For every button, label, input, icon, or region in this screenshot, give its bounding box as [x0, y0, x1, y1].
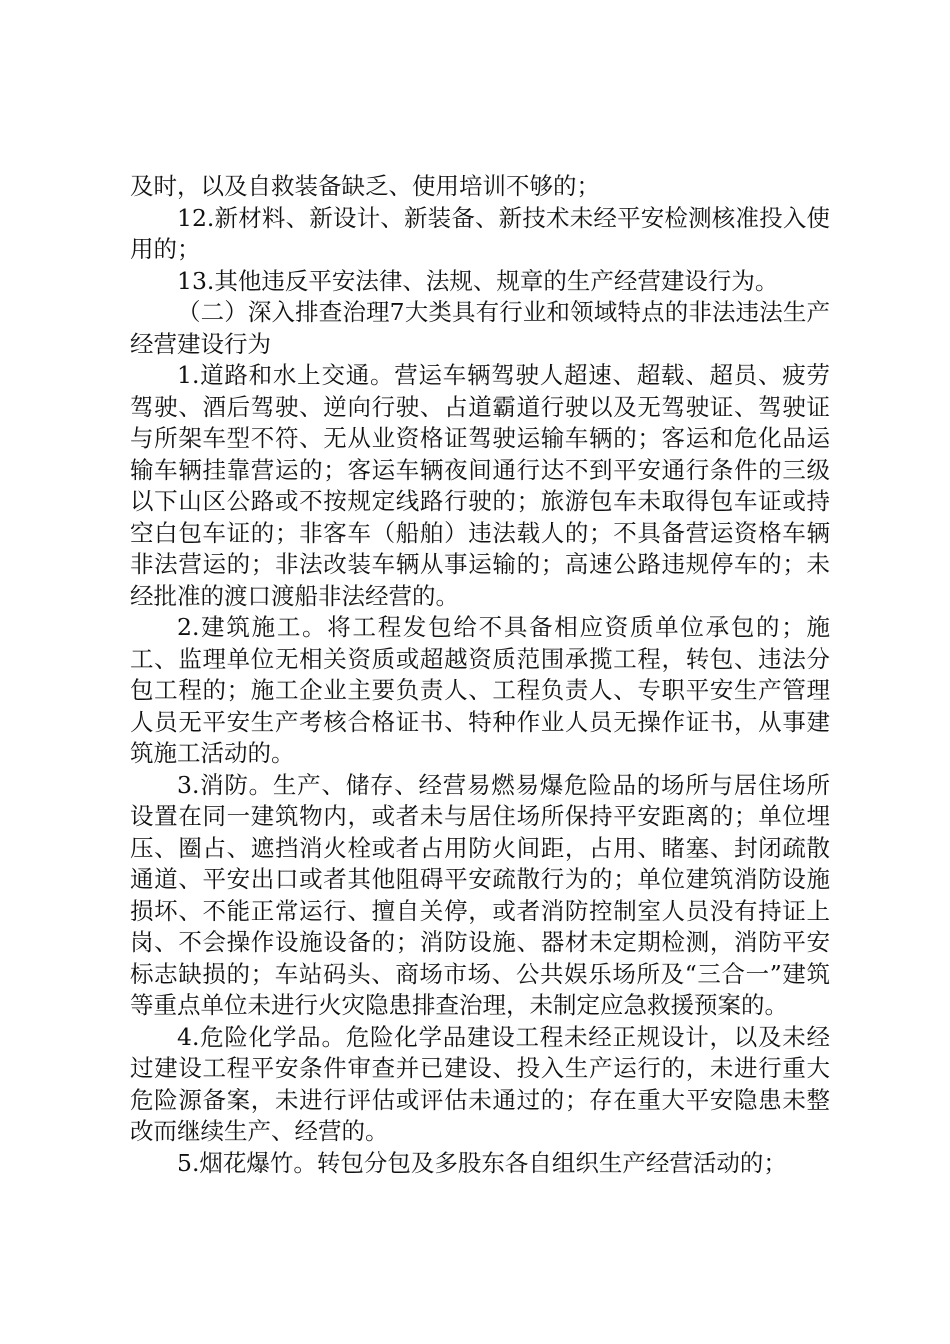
- section-heading-2: （二）深入排查治理7大类具有行业和领域特点的非法违法生产经营建设行为: [130, 298, 830, 358]
- paragraph-fire: 3.消防。生产、储存、经营易燃易爆危险品的场所与居住场所设置在同一建筑物内，或者未与居住场所保持平安距离的；单位埋压、圈占、遮挡消火栓或者占用防火间距，占用、睹塞、封闭疏散通道、平安出口或者其他阻碍平安疏散行为的；单位建筑消防设施损坏、不能正常运行、擅自关停，或者消防控制室人员没有持证上岗、不会操作设施设备的；消防设施、器材未定期检测，消防平安标志缺损的；车站码头、商场市场、公共娱乐场所及“三合一”建筑等重点单位未进行火灾隐患排查治理，未制定应急救援预案的。: [130, 770, 830, 1019]
- document-page: [130, 171, 830, 1179]
- paragraph-continuation: 及时，以及自救装备缺乏、使用培训不够的；: [130, 172, 600, 200]
- paragraph-item-13: 13.其他违反平安法律、法规、规章的生产经营建设行为。: [177, 266, 779, 295]
- paragraph-item-12: 12.新材料、新设计、新装备、新技术未经平安检测核准投入使用的；: [130, 203, 830, 263]
- paragraph-construction: 2.建筑施工。将工程发包给不具备相应资质单位承包的；施工、监理单位无相关资质或超越资质范围承揽工程，转包、违法分包工程的；施工企业主要负责人、工程负责人、专职平安生产管理人员无平安生产考核合格证书、特种作业人员无操作证书，从事建筑施工活动的。: [130, 613, 830, 767]
- paragraph-traffic: 1.道路和水上交通。营运车辆驾驶人超速、超载、超员、疲劳驾驶、酒后驾驶、逆向行驶、占道霸道行驶以及无驾驶证、驾驶证与所架车型不符、无从业资格证驾驶运输车辆的；客运和危化品运输车辆挂靠营运的；客运车辆夜间通行达不到平安通行条件的三级以下山区公路或不按规定线路行驶的；旅游包车未取得包车证或持空白包车证的；非客车（船舶）违法载人的；不具备营运资格车辆非法营运的；非法改装车辆从事运输的；高速公路违规停车的；未经批准的渡口渡船非法经营的。: [130, 361, 830, 610]
- paragraph-fireworks: 5.烟花爆竹。转包分包及多股东各自组织生产经营活动的；: [177, 1148, 787, 1177]
- paragraph-hazardous-chemicals: 4.危险化学品。危险化学品建设工程未经正规设计，以及未经过建设工程平安条件审查并已建设、投入生产运行的，未进行重大危险源备案，未进行评估或评估未通过的；存在重大平安隐患未整改而继续生产、经营的。: [130, 1022, 830, 1145]
